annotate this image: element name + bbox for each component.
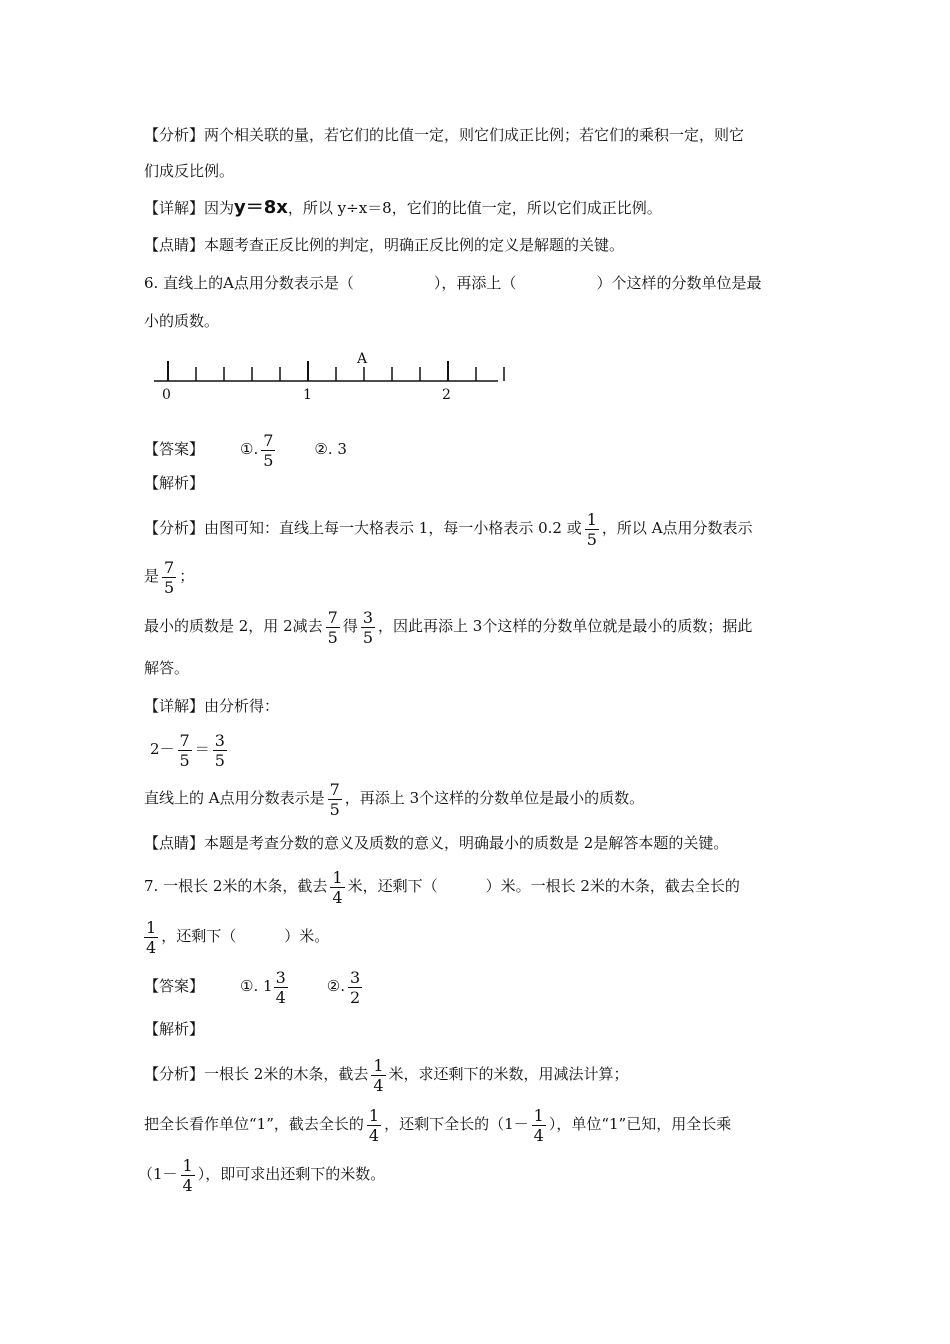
q6-analysis-3a: 最小的质数是 2，用 2减去 [144, 617, 323, 635]
q6-analysis-2a: 是 [144, 567, 160, 585]
q5-detail-tag: 【详解】 [144, 199, 205, 217]
q6-analysis-line3 [144, 603, 752, 649]
q5-analysis-line1 [144, 124, 744, 146]
q6-analysis-2b: ； [179, 567, 195, 585]
q7-analysis-1b: 米，求还剩下的米数，用减法计算； [388, 1065, 629, 1083]
q6-detail-text: 由分析得： [204, 697, 280, 715]
q6-answer-1-fraction: $\frac{7}{5}$ [263, 430, 274, 470]
q7-analysis-3b: ），即可求出还剩下的米数。 [197, 1165, 386, 1183]
q6-calc-fraction-1: $\frac{7}{5}$ [179, 730, 190, 770]
q7-answer-1-fraction: $\frac{3}{4}$ [275, 967, 286, 1007]
q6-conclusion-fraction: $\frac{7}{5}$ [329, 779, 340, 819]
q7-analysis-line2 [144, 1100, 731, 1148]
q5-detail-formula: y＝8x [234, 197, 288, 218]
q7-analysis-2b: ，还剩下全长的（1－ [384, 1115, 529, 1133]
q6-analysis-tag: 【分析】 [144, 519, 205, 537]
q7-analysis-1a: 一根长 2米的木条，截去 [204, 1065, 369, 1083]
q6-jiexi-tag: 【解析】 [144, 474, 205, 492]
q7-answer-1-mark: ①. [240, 977, 259, 995]
q7-analysis-3a: （1－ [138, 1165, 178, 1183]
q6-analysis-3-fraction-1: $\frac{7}{5}$ [327, 607, 338, 647]
q7-analysis-2-fraction-2: $\frac{1}{4}$ [533, 1105, 544, 1145]
q6-analysis-3-fraction-2: $\frac{3}{5}$ [362, 607, 374, 647]
q6-comment-text: 本题是考查分数的意义及质数的意义，明确最小的质数是 2是解答本题的关键。 [204, 834, 729, 852]
q7-analysis-2c: ），单位“1”已知，用全长乘 [548, 1115, 732, 1133]
q6-analysis-1a: 由图可知：直线上每一大格表示 1，每一小格表示 0.2 或 [204, 519, 582, 537]
q7-analysis-line3 [138, 1150, 385, 1198]
q6-analysis-3c: ，因此再添上 3个这样的分数单位就是最小的质数；据此 [378, 617, 753, 635]
q6-detail-line [144, 695, 279, 717]
q7-stem-1b: 米，还剩下（ [347, 877, 438, 895]
q6-stem-line2: 小的质数。 [144, 312, 220, 330]
q7-stem-2a: ，还剩下（ [161, 927, 237, 945]
number-line-ticks [168, 361, 504, 381]
number-line-label-2: 2 [442, 387, 451, 403]
q6-answer-1-mark: ①. [240, 440, 259, 458]
q7-analysis-1-fraction: $\frac{1}{4}$ [373, 1055, 384, 1095]
q6-calc-eq: ＝ [194, 740, 210, 758]
q7-analysis-2a: 把全长看作单位“1”，截去全长的 [144, 1115, 364, 1133]
q6-comment-tag: 【点睛】 [144, 834, 205, 852]
q6-analysis-1-fraction: $\frac{1}{5}$ [586, 509, 597, 549]
q5-comment-line [144, 234, 624, 256]
q7-jiexi-tag: 【解析】 [144, 1020, 205, 1038]
q6-answer-tag: 【答案】 [144, 440, 205, 458]
number-line-label-0: 0 [162, 387, 171, 403]
q5-detail-pre: 因为 [204, 199, 235, 217]
q6-calculation [150, 725, 230, 773]
q5-detail-post: ，所以 y÷x＝8，它们的比值一定，所以它们成正比例。 [287, 199, 662, 217]
q6-calc-a: 2－ [150, 740, 175, 758]
q6-answer-line [144, 424, 347, 474]
q6-comment-line [144, 832, 728, 854]
q5-analysis-line2: 们成反比例。 [144, 162, 235, 180]
number-line-label-A: A [357, 351, 368, 367]
q5-comment-text: 本题考查正反比例的判定，明确正反比例的定义是解题的关键。 [204, 236, 625, 254]
q6-analysis-line2 [144, 553, 194, 599]
q6-conclusion-a: 直线上的 A点用分数表示是 [144, 789, 325, 807]
q7-answer-2-fraction: $\frac{3}{2}$ [349, 967, 361, 1007]
q6-analysis-line4: 解答。 [144, 659, 190, 677]
q7-analysis-line1 [144, 1050, 629, 1098]
q6-stem-1c: ）个这样的分数单位是最 [596, 274, 762, 292]
q6-analysis-1b: ，所以 A点用分数表示 [601, 519, 753, 537]
q6-stem-line1 [144, 272, 761, 294]
q7-answer-1-whole: 1 [263, 977, 273, 995]
q5-detail-line [144, 197, 662, 219]
q6-answer-2: 3 [337, 440, 347, 458]
q7-stem-1c: ）米。一根长 2米的木条，截去全长的 [485, 877, 740, 895]
q7-stem-2b: ）米。 [284, 927, 330, 945]
q6-detail-tag: 【详解】 [144, 697, 205, 715]
q7-stem-line1 [144, 862, 740, 910]
q6-conclusion [144, 775, 644, 821]
number-line [150, 345, 510, 405]
q6-analysis-3b: 得 [342, 617, 358, 635]
q7-answer-2-mark: ②. [326, 977, 345, 995]
q6-analysis-line1 [144, 505, 753, 551]
q5-analysis-tag: 【分析】 [144, 126, 205, 144]
q7-analysis-2-fraction-1: $\frac{1}{4}$ [368, 1105, 380, 1145]
q6-calc-fraction-2: $\frac{3}{5}$ [214, 730, 225, 770]
q6-conclusion-b: ，再添上 3个这样的分数单位是最小的质数。 [344, 789, 645, 807]
q7-answer-tag: 【答案】 [144, 977, 205, 995]
q6-answer-2-mark: ②. [314, 440, 333, 458]
q6-analysis-2-fraction: $\frac{7}{5}$ [164, 557, 175, 597]
q7-answer-line [144, 962, 365, 1010]
q7-analysis-3-fraction: $\frac{1}{4}$ [182, 1155, 193, 1195]
number-line-label-1: 1 [303, 387, 312, 403]
q7-stem-1a: 7. 一根长 2米的木条，截去 [144, 877, 328, 895]
q6-stem-1b: ），再添上（ [433, 274, 517, 292]
q7-stem-1-fraction: $\frac{1}{4}$ [332, 867, 343, 907]
q7-stem-2-fraction: $\frac{1}{4}$ [146, 917, 157, 957]
q7-analysis-tag: 【分析】 [144, 1065, 205, 1083]
q6-stem-1a: 6. 直线上的A点用分数表示是（ [144, 274, 354, 292]
q5-analysis-text-1: 两个相关联的量，若它们的比值一定，则它们成正比例；若它们的乘积一定，则它 [204, 126, 745, 144]
q7-stem-line2 [144, 912, 329, 960]
q5-comment-tag: 【点睛】 [144, 236, 205, 254]
